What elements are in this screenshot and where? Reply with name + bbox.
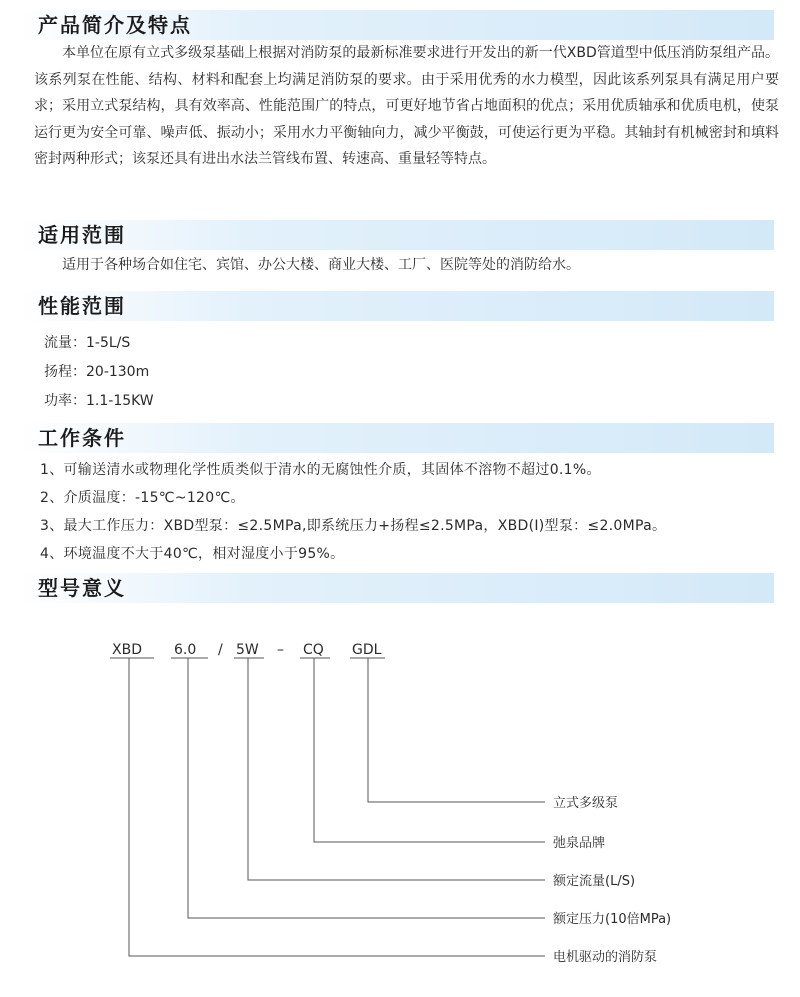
section-title-intro: 产品简介及特点 (38, 13, 192, 37)
diagram-connector-lines (110, 658, 545, 956)
label-flow: 额定流量(L/S) (553, 874, 636, 889)
section-band-scope (18, 220, 774, 250)
performance-head: 扬程：20-130m (44, 364, 150, 380)
section-band-model (18, 573, 774, 603)
condition-item-2: 2、介质温度：-15℃~120℃。 (40, 490, 245, 506)
code-brand: CQ (303, 642, 324, 658)
section-band-performance (18, 291, 774, 321)
code-type: GDL (352, 642, 382, 658)
label-type: 立式多级泵 (553, 796, 619, 811)
condition-item-4: 4、环境温度不大于40℃，相对湿度小于95%。 (40, 546, 345, 562)
code-pressure: 6.0 (174, 642, 197, 658)
section-band-conditions (18, 423, 774, 453)
code-flow: 5W (236, 642, 259, 658)
performance-power: 功率：1.1-15KW (44, 393, 154, 409)
condition-item-1: 1、可输送清水或物理化学性质类似于清水的无腐蚀性介质，其固体不溶物不超过0.1%。 (40, 462, 601, 478)
scope-text: 适用于各种场合如住宅、宾馆、办公大楼、商业大楼、工厂、医院等处的消防给水。 (62, 257, 580, 273)
section-title-scope: 适用范围 (38, 223, 126, 247)
condition-item-3: 3、最大工作压力：XBD型泵：≤2.5MPa,即系统压力+扬程≤2.5MPa，XBD(Ⅰ)型泵：≤2.0MPa。 (40, 518, 667, 534)
section-title-performance: 性能范围 (38, 294, 126, 318)
label-pressure: 额定压力(10倍MPa) (553, 912, 672, 927)
performance-flow: 流量：1-5L/S (44, 335, 131, 351)
intro-paragraph: 本单位在原有立式多级泵基础上根据对消防泵的最新标准要求进行开发出的新一代XBD管道型中低压消防泵组产品。该系列泵在性能、结构、材料和配套上均满足消防泵的要求。由于采用优秀的水力模型，因此该系列泵具有满足用户要求；采用立式泵结构，具有效率高、性能范围广的特点，可更好地节省占地面积的优点；采用优质轴承和优质电机，使泵运行更为安全可靠、噪声低、振动小；采用水力平衡轴向力，减少平衡鼓，可使运行更为平稳。其轴封有机械密封和填料密封两种形式；该泵还具有进出水法兰管线布置、转速高、重量轻等特点。 (34, 45, 779, 167)
label-brand: 弛泉品牌 (553, 836, 606, 851)
code-xbd: XBD (112, 642, 142, 658)
code-slash: / (218, 642, 223, 658)
section-title-conditions: 工作条件 (38, 426, 126, 450)
label-xbd: 电机驱动的消防泵 (553, 950, 658, 965)
code-dash: – (277, 642, 284, 658)
section-title-model: 型号意义 (38, 576, 126, 600)
model-code-diagram (0, 630, 800, 997)
